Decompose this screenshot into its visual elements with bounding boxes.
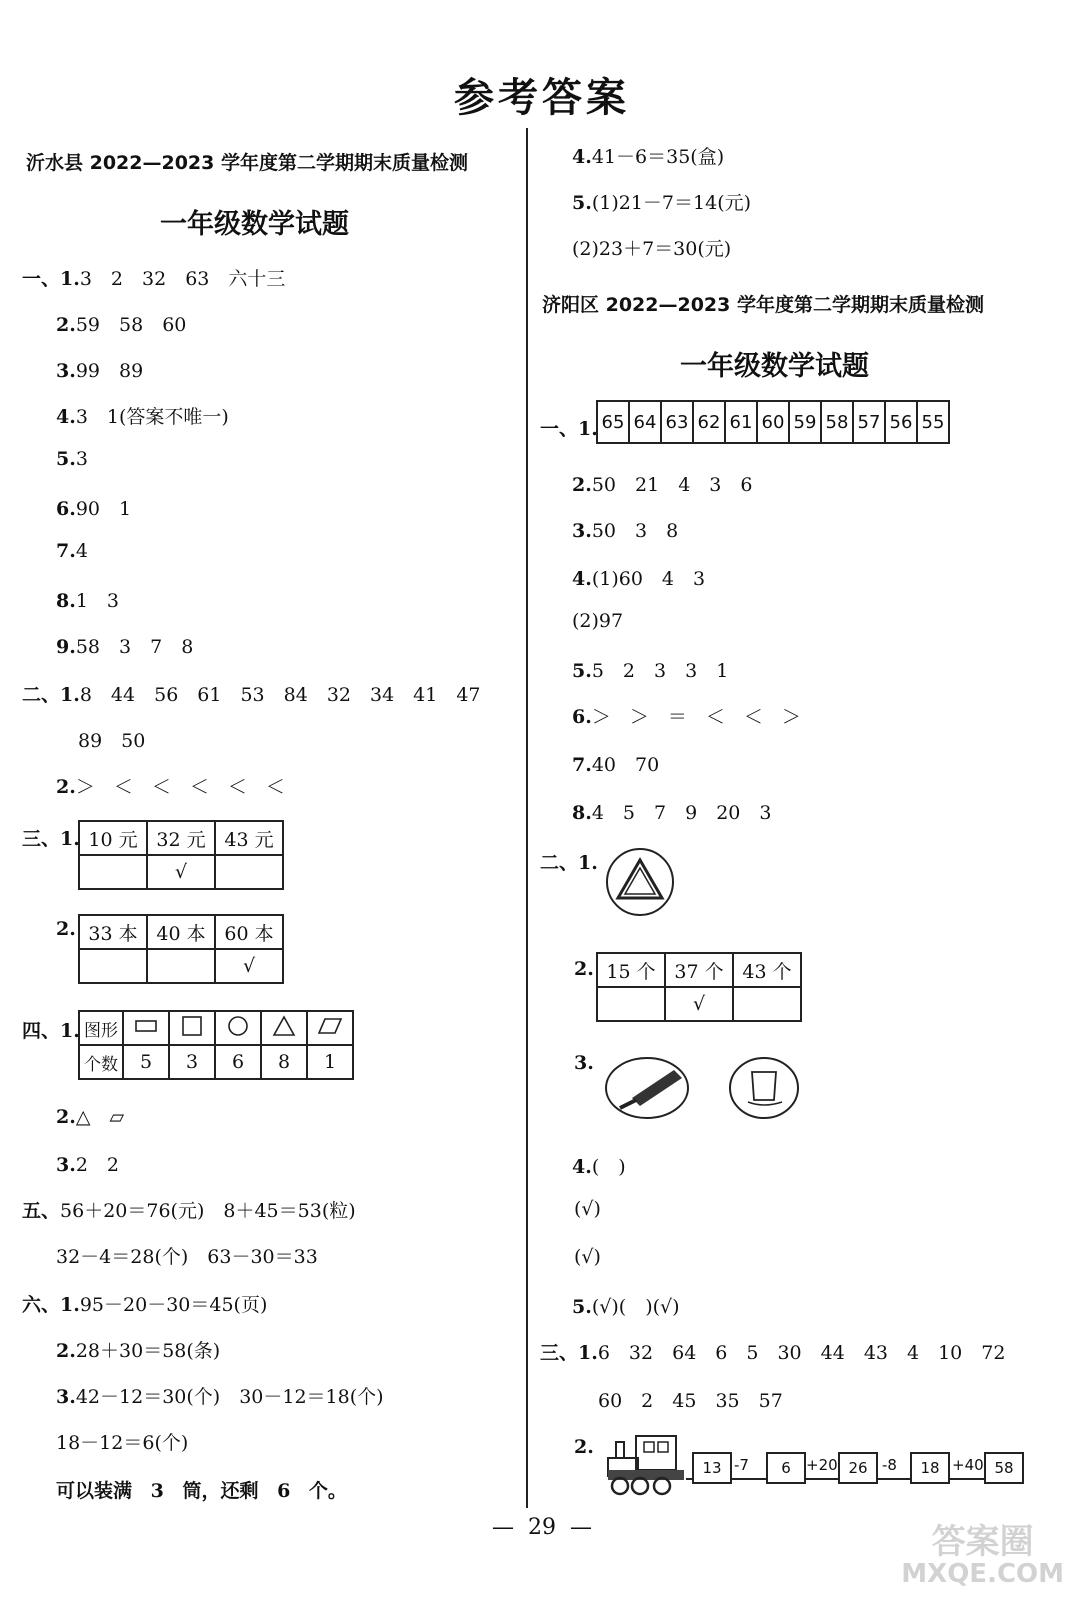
table-cell: 3	[169, 1045, 215, 1079]
parallelogram-icon	[317, 1017, 343, 1035]
table-row-label: 个数	[79, 1045, 123, 1079]
answer-table-ge	[596, 952, 802, 1022]
question-number: 五、	[22, 1200, 61, 1222]
answer-text: (2)23＋7＝30(元)	[572, 238, 732, 260]
question-number: 5.	[56, 448, 76, 470]
answer-text: (1)21－7＝14(元)	[591, 192, 752, 214]
left-subheading: 一年级数学试题	[160, 209, 349, 240]
answer-line	[56, 402, 229, 429]
answer-text: 50 3 8	[591, 520, 679, 542]
answer-table-yuan	[78, 820, 284, 890]
sequence-box: 59	[789, 401, 821, 443]
answer-line	[56, 1382, 384, 1409]
table-cell	[79, 949, 147, 983]
table-cell	[597, 987, 665, 1021]
answer-line	[574, 1246, 601, 1268]
table-cell: 6	[215, 1045, 261, 1079]
answer-text: 8 44 56 61 53 84 32 34 41 47	[79, 684, 481, 706]
question-number: 9.	[56, 636, 76, 658]
answer-line	[540, 1338, 1005, 1365]
table-cell	[733, 987, 801, 1021]
answer-line	[78, 726, 145, 753]
answer-line	[56, 310, 186, 337]
answer-text: 3	[75, 448, 88, 470]
answer-text: (√)	[574, 1198, 601, 1220]
sequence-box: 62	[693, 401, 725, 443]
question-number: 三、1.	[540, 1342, 598, 1364]
left-heading: 沂水县 2022—2023 学年度第二学期期末质量检测	[26, 152, 468, 174]
answer-text: 32－4＝28(个) 63－30＝33	[56, 1246, 318, 1268]
right-s1-label: 一、1.	[540, 418, 598, 440]
sequence-box: 63	[661, 401, 693, 443]
answer-line	[22, 680, 481, 707]
answer-line	[22, 1290, 267, 1317]
triangle-icon	[272, 1015, 296, 1037]
table-cell: 5	[123, 1045, 169, 1079]
answer-text: △ ▱	[75, 1106, 125, 1128]
answer-line	[56, 1150, 119, 1177]
answer-line	[56, 540, 88, 562]
question-number: 6.	[572, 706, 592, 728]
answer-text: (2)97	[572, 610, 624, 632]
answer-text: ＞ ＞ ＝ ＜ ＜ ＞	[591, 706, 801, 728]
table-cell: 32 元	[147, 821, 215, 855]
right-s2-3-label: 3.	[574, 1052, 594, 1074]
answer-line	[22, 1196, 356, 1223]
answer-text: 99 89	[75, 360, 144, 382]
answer-line	[56, 586, 119, 613]
left-s3-label: 三、1.	[22, 828, 80, 850]
table-cell: 37 个	[665, 953, 733, 987]
answer-text: ＞ ＜ ＜ ＜ ＜ ＜	[75, 776, 285, 798]
answer-text: 95－20－30＝45(页)	[79, 1294, 268, 1316]
question-number: 2.	[56, 1340, 76, 1362]
shape-count-table	[78, 1010, 354, 1080]
train-operation: +20	[806, 1456, 838, 1474]
table-cell: 15 个	[597, 953, 665, 987]
paper-cup-picture	[728, 1056, 800, 1120]
answer-line	[572, 798, 771, 825]
answer-text: 90 1	[75, 498, 132, 520]
sequence-box: 57	[853, 401, 885, 443]
answer-line	[56, 632, 193, 659]
locomotive-picture	[600, 1432, 690, 1498]
train-car: 18	[910, 1452, 950, 1484]
answer-text: 60 2 45 35 57	[598, 1390, 783, 1412]
question-number: 3.	[56, 1386, 76, 1408]
answer-line	[56, 1242, 318, 1269]
table-cell: 60 本	[215, 915, 283, 949]
answer-text: 41－6＝35(盒)	[591, 146, 725, 168]
knife-picture	[604, 1056, 690, 1120]
question-number: 2.	[572, 474, 592, 496]
train-car: 26	[838, 1452, 878, 1484]
answer-line	[572, 610, 623, 632]
circle-icon	[227, 1015, 249, 1037]
answer-line	[56, 448, 88, 470]
question-number: 8.	[572, 802, 592, 824]
table-cell: 33 本	[79, 915, 147, 949]
check-mark: √	[147, 855, 215, 889]
answer-text: 56＋20＝76(元) 8＋45＝53(粒)	[60, 1200, 356, 1222]
table-cell: 10 元	[79, 821, 147, 855]
answer-text: 50 21 4 3 6	[591, 474, 753, 496]
check-mark: √	[215, 949, 283, 983]
question-number: 4.	[572, 1156, 592, 1178]
answer-line	[572, 188, 751, 215]
table-cell: 40 本	[147, 915, 215, 949]
sequence-box: 58	[821, 401, 853, 443]
right-s2-2-label: 2.	[574, 958, 594, 980]
question-number: 六、1.	[22, 1294, 80, 1316]
table-cell: 1	[307, 1045, 353, 1079]
answer-line	[572, 750, 659, 777]
number-train	[600, 1432, 1030, 1502]
answer-text: 89 50	[78, 730, 146, 752]
question-number: 3.	[56, 360, 76, 382]
table-cell	[79, 855, 147, 889]
answer-text: (√)	[574, 1246, 601, 1268]
answer-table-ben	[78, 914, 284, 984]
question-number: 4.	[572, 568, 592, 590]
question-number: 5.	[572, 660, 592, 682]
answer-text: 可以装满 3 筒，还剩 6 个。	[56, 1480, 347, 1502]
answer-line	[56, 494, 131, 521]
answer-text: 5 2 3 3 1	[591, 660, 729, 682]
answer-line	[572, 564, 705, 591]
answer-line	[572, 142, 724, 169]
question-number: 5.	[572, 1296, 592, 1318]
table-row-label: 图形	[79, 1011, 123, 1045]
answer-text: ( )	[591, 1156, 626, 1178]
circle-triangle-picture	[604, 846, 676, 918]
question-number: 3.	[56, 1154, 76, 1176]
rectangle-icon	[134, 1018, 158, 1034]
number-sequence-boxes	[596, 400, 950, 444]
answer-line	[574, 1198, 601, 1220]
answer-line	[572, 702, 801, 729]
question-number: 5.	[572, 192, 592, 214]
train-operation: +40	[952, 1456, 984, 1474]
answer-line	[56, 1336, 220, 1363]
answer-text: 28＋30＝58(条)	[75, 1340, 221, 1362]
table-cell	[147, 949, 215, 983]
answer-text: 6 32 64 6 5 30 44 43 4 10 72	[597, 1342, 1006, 1364]
answer-text: 59 58 60	[75, 314, 187, 336]
train-car: 58	[984, 1452, 1024, 1484]
question-number: 7.	[56, 540, 76, 562]
square-icon	[181, 1015, 203, 1037]
answer-text: 18－12＝6(个)	[56, 1432, 189, 1454]
answer-line	[572, 470, 752, 497]
answer-line	[572, 516, 678, 543]
answer-text: 42－12＝30(个) 30－12＝18(个)	[75, 1386, 384, 1408]
answer-line	[572, 1292, 680, 1319]
train-operation: -7	[734, 1456, 749, 1474]
answer-text: 40 70	[591, 754, 660, 776]
question-number: 4.	[56, 406, 76, 428]
question-number: 一、1.	[22, 268, 80, 290]
sequence-box: 56	[885, 401, 917, 443]
answer-text: 3 1(答案不唯一)	[75, 406, 229, 428]
answer-line	[572, 1152, 626, 1179]
question-number: 6.	[56, 498, 76, 520]
table-cell	[215, 855, 283, 889]
table-cell: 43 个	[733, 953, 801, 987]
answer-text: 3 2 32 63 六十三	[79, 268, 286, 290]
answer-line	[56, 1102, 124, 1129]
sequence-box: 61	[725, 401, 757, 443]
answer-text: 58 3 7 8	[75, 636, 194, 658]
page-title: 参考答案	[454, 75, 630, 121]
question-number: 4.	[572, 146, 592, 168]
question-number: 2.	[56, 314, 76, 336]
train-car: 6	[766, 1452, 806, 1484]
check-mark: √	[665, 987, 733, 1021]
answer-line	[56, 772, 285, 799]
question-number: 二、1.	[22, 684, 80, 706]
answer-text: 2 2	[75, 1154, 120, 1176]
answer-line	[572, 234, 731, 261]
answer-line	[598, 1386, 783, 1413]
question-number: 8.	[56, 590, 76, 612]
question-number: 2.	[56, 776, 76, 798]
sequence-box: 65	[597, 401, 629, 443]
answer-line	[56, 1476, 347, 1503]
right-s2-label: 二、1.	[540, 852, 598, 874]
page-number: — 29 —	[492, 1515, 592, 1540]
answer-line	[56, 356, 143, 383]
answer-text: 1 3	[75, 590, 120, 612]
left-s4-label: 四、1.	[22, 1020, 80, 1042]
question-number: 3.	[572, 520, 592, 542]
sequence-box: 64	[629, 401, 661, 443]
question-number: 2.	[56, 1106, 76, 1128]
table-cell: 43 元	[215, 821, 283, 855]
watermark-logo: 答案圈 MXQE.COM	[901, 1522, 1064, 1589]
question-number: 7.	[572, 754, 592, 776]
answer-line	[56, 1428, 188, 1455]
sequence-box: 60	[757, 401, 789, 443]
answer-text: 4 5 7 9 20 3	[591, 802, 772, 824]
column-divider	[526, 128, 528, 1508]
answer-line	[572, 656, 728, 683]
sequence-box: 55	[917, 401, 949, 443]
right-s3-2-label: 2.	[574, 1436, 594, 1458]
train-operation: -8	[882, 1456, 897, 1474]
answer-line	[22, 264, 285, 291]
right-heading: 济阳区 2022—2023 学年度第二学期期末质量检测	[542, 294, 984, 316]
answer-text: 4	[75, 540, 88, 562]
train-car: 13	[692, 1452, 732, 1484]
left-s3-2-label: 2.	[56, 918, 76, 940]
table-cell: 8	[261, 1045, 307, 1079]
right-subheading: 一年级数学试题	[680, 351, 869, 382]
answer-text: (1)60 4 3	[591, 568, 706, 590]
answer-text: (√)( )(√)	[591, 1296, 680, 1318]
